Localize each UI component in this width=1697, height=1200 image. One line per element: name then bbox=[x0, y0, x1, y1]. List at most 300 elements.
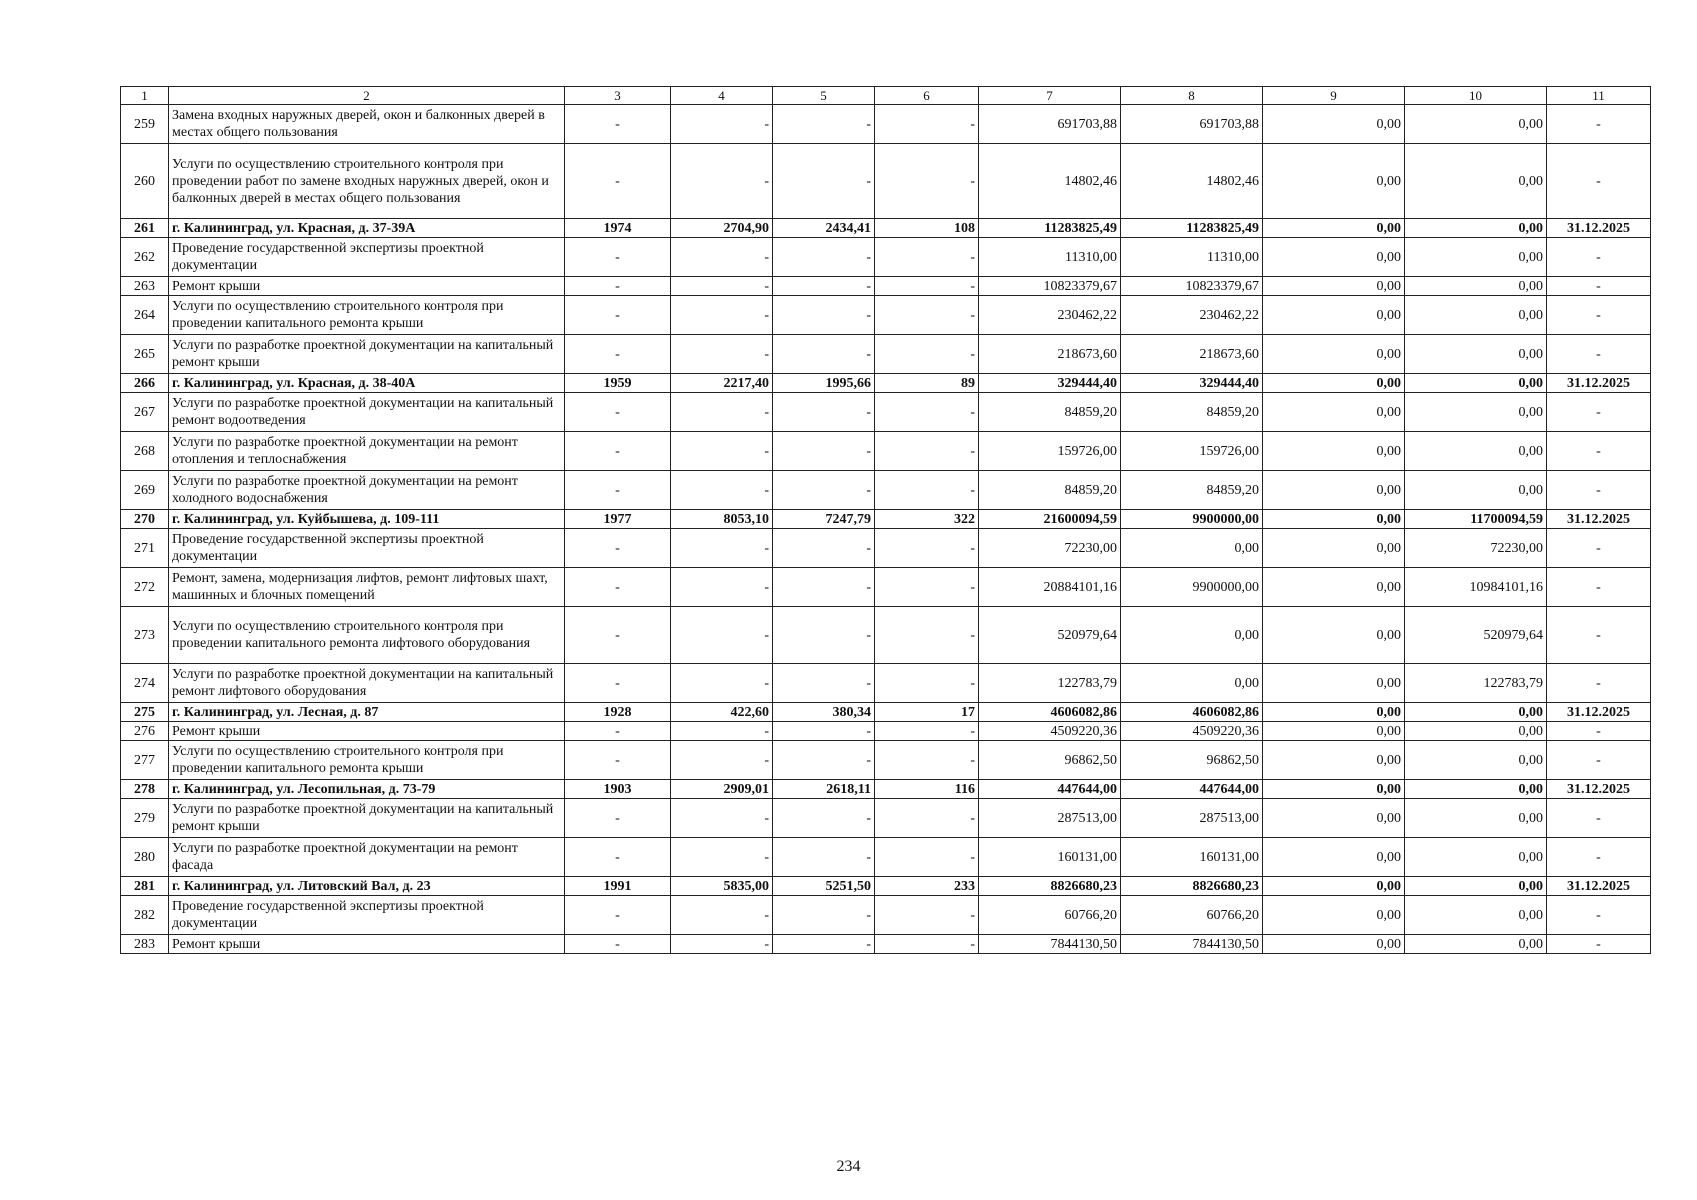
row-description: Ремонт, замена, модернизация лифтов, ремонт лифтовых шахт, машинных и блочных помещений bbox=[169, 568, 565, 607]
total-cost-cell: 122783,79 bbox=[979, 664, 1121, 703]
row-number: 270 bbox=[121, 510, 169, 529]
column-header-2: 2 bbox=[169, 87, 565, 105]
owner-cost-cell: 0,00 bbox=[1405, 335, 1547, 374]
row-description: Проведение государственной экспертизы проектной документации bbox=[169, 896, 565, 935]
living-area-cell: 380,34 bbox=[773, 703, 875, 722]
fund-cost-cell: 0,00 bbox=[1121, 529, 1263, 568]
fund-cost-cell: 4509220,36 bbox=[1121, 722, 1263, 741]
row-description: г. Калининград, ул. Литовский Вал, д. 23 bbox=[169, 877, 565, 896]
total-area-cell: - bbox=[671, 144, 773, 219]
total-area-cell: 2909,01 bbox=[671, 780, 773, 799]
page-number: 234 bbox=[836, 1158, 861, 1175]
year-cell: - bbox=[565, 393, 671, 432]
row-number: 275 bbox=[121, 703, 169, 722]
residents-cell: - bbox=[875, 335, 979, 374]
year-cell: - bbox=[565, 144, 671, 219]
living-area-cell: - bbox=[773, 529, 875, 568]
total-cost-cell: 160131,00 bbox=[979, 838, 1121, 877]
column-header-9: 9 bbox=[1263, 87, 1405, 105]
owner-cost-cell: 0,00 bbox=[1405, 238, 1547, 277]
living-area-cell: - bbox=[773, 607, 875, 664]
row-description: г. Калининград, ул. Куйбышева, д. 109-111 bbox=[169, 510, 565, 529]
total-cost-cell: 84859,20 bbox=[979, 393, 1121, 432]
residents-cell: - bbox=[875, 471, 979, 510]
total-cost-cell: 159726,00 bbox=[979, 432, 1121, 471]
owner-cost-cell: 0,00 bbox=[1405, 741, 1547, 780]
year-cell: - bbox=[565, 335, 671, 374]
year-cell: 1928 bbox=[565, 703, 671, 722]
row-description: Ремонт крыши bbox=[169, 935, 565, 954]
living-area-cell: 1995,66 bbox=[773, 374, 875, 393]
fund-cost-cell: 10823379,67 bbox=[1121, 277, 1263, 296]
total-cost-cell: 84859,20 bbox=[979, 471, 1121, 510]
works-table bbox=[120, 86, 1651, 954]
total-cost-cell: 20884101,16 bbox=[979, 568, 1121, 607]
total-area-cell: - bbox=[671, 529, 773, 568]
residents-cell: - bbox=[875, 238, 979, 277]
total-area-cell: - bbox=[671, 105, 773, 144]
work-row bbox=[121, 722, 1651, 741]
owner-cost-cell: 0,00 bbox=[1405, 393, 1547, 432]
budget-cost-cell: 0,00 bbox=[1263, 607, 1405, 664]
total-area-cell: - bbox=[671, 935, 773, 954]
budget-cost-cell: 0,00 bbox=[1263, 374, 1405, 393]
total-cost-cell: 60766,20 bbox=[979, 896, 1121, 935]
row-number: 261 bbox=[121, 219, 169, 238]
residents-cell: 108 bbox=[875, 219, 979, 238]
owner-cost-cell: 0,00 bbox=[1405, 105, 1547, 144]
residents-cell: - bbox=[875, 529, 979, 568]
budget-cost-cell: 0,00 bbox=[1263, 877, 1405, 896]
residents-cell: - bbox=[875, 838, 979, 877]
year-cell: - bbox=[565, 607, 671, 664]
deadline-cell: - bbox=[1547, 529, 1651, 568]
row-number: 274 bbox=[121, 664, 169, 703]
residents-cell: - bbox=[875, 296, 979, 335]
living-area-cell: - bbox=[773, 105, 875, 144]
budget-cost-cell: 0,00 bbox=[1263, 722, 1405, 741]
row-description: Замена входных наружных дверей, окон и балконных дверей в местах общего пользования bbox=[169, 105, 565, 144]
row-description: Проведение государственной экспертизы проектной документации bbox=[169, 529, 565, 568]
total-area-cell: 2704,90 bbox=[671, 219, 773, 238]
deadline-cell: - bbox=[1547, 277, 1651, 296]
fund-cost-cell: 60766,20 bbox=[1121, 896, 1263, 935]
fund-cost-cell: 230462,22 bbox=[1121, 296, 1263, 335]
work-row bbox=[121, 741, 1651, 780]
budget-cost-cell: 0,00 bbox=[1263, 510, 1405, 529]
living-area-cell: - bbox=[773, 935, 875, 954]
work-row bbox=[121, 393, 1651, 432]
total-area-cell: - bbox=[671, 238, 773, 277]
column-header-7: 7 bbox=[979, 87, 1121, 105]
living-area-cell: 2618,11 bbox=[773, 780, 875, 799]
total-area-cell: - bbox=[671, 838, 773, 877]
fund-cost-cell: 9900000,00 bbox=[1121, 510, 1263, 529]
fund-cost-cell: 160131,00 bbox=[1121, 838, 1263, 877]
work-row bbox=[121, 568, 1651, 607]
budget-cost-cell: 0,00 bbox=[1263, 741, 1405, 780]
owner-cost-cell: 0,00 bbox=[1405, 838, 1547, 877]
year-cell: - bbox=[565, 568, 671, 607]
fund-cost-cell: 11310,00 bbox=[1121, 238, 1263, 277]
deadline-cell: - bbox=[1547, 896, 1651, 935]
work-row bbox=[121, 277, 1651, 296]
year-cell: - bbox=[565, 296, 671, 335]
total-cost-cell: 218673,60 bbox=[979, 335, 1121, 374]
owner-cost-cell: 10984101,16 bbox=[1405, 568, 1547, 607]
total-cost-cell: 72230,00 bbox=[979, 529, 1121, 568]
deadline-cell: - bbox=[1547, 238, 1651, 277]
budget-cost-cell: 0,00 bbox=[1263, 471, 1405, 510]
work-row bbox=[121, 144, 1651, 219]
owner-cost-cell: 0,00 bbox=[1405, 374, 1547, 393]
residents-cell: 17 bbox=[875, 703, 979, 722]
deadline-cell: - bbox=[1547, 144, 1651, 219]
total-cost-cell: 287513,00 bbox=[979, 799, 1121, 838]
residents-cell: - bbox=[875, 393, 979, 432]
row-description: Проведение государственной экспертизы проектной документации bbox=[169, 238, 565, 277]
row-description: Услуги по разработке проектной документации на капитальный ремонт водоотведения bbox=[169, 393, 565, 432]
residents-cell: - bbox=[875, 144, 979, 219]
year-cell: - bbox=[565, 105, 671, 144]
total-cost-cell: 21600094,59 bbox=[979, 510, 1121, 529]
residents-cell: - bbox=[875, 105, 979, 144]
row-description: Услуги по осуществлению строительного контроля при проведении капитального ремонта крыши bbox=[169, 741, 565, 780]
budget-cost-cell: 0,00 bbox=[1263, 799, 1405, 838]
owner-cost-cell: 0,00 bbox=[1405, 896, 1547, 935]
residents-cell: - bbox=[875, 277, 979, 296]
row-description: г. Калининград, ул. Красная, д. 37-39А bbox=[169, 219, 565, 238]
row-number: 279 bbox=[121, 799, 169, 838]
row-number: 276 bbox=[121, 722, 169, 741]
fund-cost-cell: 0,00 bbox=[1121, 664, 1263, 703]
residents-cell: - bbox=[875, 722, 979, 741]
residents-cell: - bbox=[875, 741, 979, 780]
total-cost-cell: 520979,64 bbox=[979, 607, 1121, 664]
header-row bbox=[121, 87, 1651, 105]
total-area-cell: 8053,10 bbox=[671, 510, 773, 529]
row-number: 280 bbox=[121, 838, 169, 877]
row-description: Услуги по разработке проектной документации на капитальный ремонт крыши bbox=[169, 799, 565, 838]
budget-cost-cell: 0,00 bbox=[1263, 105, 1405, 144]
deadline-cell: 31.12.2025 bbox=[1547, 510, 1651, 529]
row-number: 269 bbox=[121, 471, 169, 510]
year-cell: - bbox=[565, 799, 671, 838]
deadline-cell: - bbox=[1547, 471, 1651, 510]
work-row bbox=[121, 838, 1651, 877]
owner-cost-cell: 122783,79 bbox=[1405, 664, 1547, 703]
residents-cell: 89 bbox=[875, 374, 979, 393]
owner-cost-cell: 0,00 bbox=[1405, 722, 1547, 741]
row-number: 268 bbox=[121, 432, 169, 471]
row-number: 278 bbox=[121, 780, 169, 799]
living-area-cell: - bbox=[773, 432, 875, 471]
owner-cost-cell: 0,00 bbox=[1405, 780, 1547, 799]
year-cell: 1977 bbox=[565, 510, 671, 529]
deadline-cell: - bbox=[1547, 607, 1651, 664]
row-number: 277 bbox=[121, 741, 169, 780]
fund-cost-cell: 96862,50 bbox=[1121, 741, 1263, 780]
deadline-cell: - bbox=[1547, 838, 1651, 877]
total-area-cell: - bbox=[671, 393, 773, 432]
row-description: г. Калининград, ул. Красная, д. 38-40А bbox=[169, 374, 565, 393]
living-area-cell: - bbox=[773, 838, 875, 877]
budget-cost-cell: 0,00 bbox=[1263, 780, 1405, 799]
fund-cost-cell: 7844130,50 bbox=[1121, 935, 1263, 954]
living-area-cell: 2434,41 bbox=[773, 219, 875, 238]
column-header-5: 5 bbox=[773, 87, 875, 105]
year-cell: - bbox=[565, 896, 671, 935]
deadline-cell: - bbox=[1547, 105, 1651, 144]
total-area-cell: - bbox=[671, 664, 773, 703]
living-area-cell: - bbox=[773, 664, 875, 703]
row-number: 267 bbox=[121, 393, 169, 432]
address-row bbox=[121, 374, 1651, 393]
total-area-cell: 5835,00 bbox=[671, 877, 773, 896]
fund-cost-cell: 84859,20 bbox=[1121, 393, 1263, 432]
deadline-cell: - bbox=[1547, 664, 1651, 703]
budget-cost-cell: 0,00 bbox=[1263, 335, 1405, 374]
fund-cost-cell: 447644,00 bbox=[1121, 780, 1263, 799]
owner-cost-cell: 0,00 bbox=[1405, 296, 1547, 335]
deadline-cell: 31.12.2025 bbox=[1547, 877, 1651, 896]
fund-cost-cell: 691703,88 bbox=[1121, 105, 1263, 144]
year-cell: - bbox=[565, 838, 671, 877]
residents-cell: - bbox=[875, 607, 979, 664]
deadline-cell: 31.12.2025 bbox=[1547, 780, 1651, 799]
year-cell: - bbox=[565, 935, 671, 954]
owner-cost-cell: 0,00 bbox=[1405, 703, 1547, 722]
row-number: 263 bbox=[121, 277, 169, 296]
total-cost-cell: 11310,00 bbox=[979, 238, 1121, 277]
budget-cost-cell: 0,00 bbox=[1263, 238, 1405, 277]
year-cell: - bbox=[565, 238, 671, 277]
budget-cost-cell: 0,00 bbox=[1263, 144, 1405, 219]
column-header-10: 10 bbox=[1405, 87, 1547, 105]
address-row bbox=[121, 780, 1651, 799]
row-number: 272 bbox=[121, 568, 169, 607]
fund-cost-cell: 11283825,49 bbox=[1121, 219, 1263, 238]
fund-cost-cell: 287513,00 bbox=[1121, 799, 1263, 838]
column-header-11: 11 bbox=[1547, 87, 1651, 105]
deadline-cell: - bbox=[1547, 568, 1651, 607]
budget-cost-cell: 0,00 bbox=[1263, 393, 1405, 432]
row-description: Услуги по разработке проектной документации на капитальный ремонт крыши bbox=[169, 335, 565, 374]
total-area-cell: - bbox=[671, 741, 773, 780]
living-area-cell: - bbox=[773, 471, 875, 510]
deadline-cell: - bbox=[1547, 432, 1651, 471]
residents-cell: - bbox=[875, 896, 979, 935]
row-number: 265 bbox=[121, 335, 169, 374]
row-description: Услуги по осуществлению строительного контроля при проведении работ по замене входных наружных дверей, окон и балконных дверей в местах общего пользования bbox=[169, 144, 565, 219]
living-area-cell: - bbox=[773, 799, 875, 838]
fund-cost-cell: 159726,00 bbox=[1121, 432, 1263, 471]
deadline-cell: 31.12.2025 bbox=[1547, 219, 1651, 238]
address-row bbox=[121, 219, 1651, 238]
residents-cell: - bbox=[875, 799, 979, 838]
deadline-cell: 31.12.2025 bbox=[1547, 374, 1651, 393]
work-row bbox=[121, 471, 1651, 510]
owner-cost-cell: 0,00 bbox=[1405, 432, 1547, 471]
total-area-cell: - bbox=[671, 799, 773, 838]
owner-cost-cell: 0,00 bbox=[1405, 219, 1547, 238]
living-area-cell: - bbox=[773, 741, 875, 780]
row-number: 259 bbox=[121, 105, 169, 144]
work-row bbox=[121, 238, 1651, 277]
deadline-cell: - bbox=[1547, 722, 1651, 741]
deadline-cell: - bbox=[1547, 799, 1651, 838]
year-cell: 1991 bbox=[565, 877, 671, 896]
residents-cell: - bbox=[875, 664, 979, 703]
year-cell: - bbox=[565, 664, 671, 703]
row-number: 282 bbox=[121, 896, 169, 935]
total-cost-cell: 4606082,86 bbox=[979, 703, 1121, 722]
owner-cost-cell: 0,00 bbox=[1405, 144, 1547, 219]
total-area-cell: - bbox=[671, 432, 773, 471]
work-row bbox=[121, 296, 1651, 335]
residents-cell: 322 bbox=[875, 510, 979, 529]
year-cell: 1903 bbox=[565, 780, 671, 799]
total-cost-cell: 8826680,23 bbox=[979, 877, 1121, 896]
living-area-cell: - bbox=[773, 335, 875, 374]
year-cell: - bbox=[565, 529, 671, 568]
residents-cell: - bbox=[875, 568, 979, 607]
living-area-cell: - bbox=[773, 568, 875, 607]
owner-cost-cell: 0,00 bbox=[1405, 277, 1547, 296]
work-row bbox=[121, 799, 1651, 838]
row-number: 271 bbox=[121, 529, 169, 568]
year-cell: - bbox=[565, 722, 671, 741]
total-cost-cell: 329444,40 bbox=[979, 374, 1121, 393]
row-number: 262 bbox=[121, 238, 169, 277]
living-area-cell: - bbox=[773, 296, 875, 335]
row-number: 283 bbox=[121, 935, 169, 954]
total-area-cell: - bbox=[671, 607, 773, 664]
row-number: 264 bbox=[121, 296, 169, 335]
column-header-1: 1 bbox=[121, 87, 169, 105]
year-cell: 1974 bbox=[565, 219, 671, 238]
living-area-cell: 7247,79 bbox=[773, 510, 875, 529]
fund-cost-cell: 4606082,86 bbox=[1121, 703, 1263, 722]
deadline-cell: - bbox=[1547, 393, 1651, 432]
fund-cost-cell: 8826680,23 bbox=[1121, 877, 1263, 896]
work-row bbox=[121, 607, 1651, 664]
owner-cost-cell: 0,00 bbox=[1405, 935, 1547, 954]
year-cell: 1959 bbox=[565, 374, 671, 393]
residents-cell: - bbox=[875, 432, 979, 471]
total-area-cell: - bbox=[671, 471, 773, 510]
column-header-4: 4 bbox=[671, 87, 773, 105]
total-area-cell: - bbox=[671, 296, 773, 335]
living-area-cell: - bbox=[773, 722, 875, 741]
living-area-cell: 5251,50 bbox=[773, 877, 875, 896]
fund-cost-cell: 218673,60 bbox=[1121, 335, 1263, 374]
work-row bbox=[121, 935, 1651, 954]
fund-cost-cell: 84859,20 bbox=[1121, 471, 1263, 510]
row-description: г. Калининград, ул. Лесная, д. 87 bbox=[169, 703, 565, 722]
fund-cost-cell: 9900000,00 bbox=[1121, 568, 1263, 607]
total-cost-cell: 7844130,50 bbox=[979, 935, 1121, 954]
budget-cost-cell: 0,00 bbox=[1263, 568, 1405, 607]
budget-cost-cell: 0,00 bbox=[1263, 277, 1405, 296]
deadline-cell: - bbox=[1547, 296, 1651, 335]
total-cost-cell: 447644,00 bbox=[979, 780, 1121, 799]
total-cost-cell: 10823379,67 bbox=[979, 277, 1121, 296]
fund-cost-cell: 0,00 bbox=[1121, 607, 1263, 664]
row-number: 273 bbox=[121, 607, 169, 664]
owner-cost-cell: 520979,64 bbox=[1405, 607, 1547, 664]
total-area-cell: - bbox=[671, 722, 773, 741]
fund-cost-cell: 14802,46 bbox=[1121, 144, 1263, 219]
table-body bbox=[121, 105, 1651, 954]
row-description: Услуги по осуществлению строительного контроля при проведении капитального ремонта лифтового оборудования bbox=[169, 607, 565, 664]
fund-cost-cell: 329444,40 bbox=[1121, 374, 1263, 393]
living-area-cell: - bbox=[773, 896, 875, 935]
owner-cost-cell: 11700094,59 bbox=[1405, 510, 1547, 529]
row-number: 281 bbox=[121, 877, 169, 896]
budget-cost-cell: 0,00 bbox=[1263, 432, 1405, 471]
living-area-cell: - bbox=[773, 144, 875, 219]
owner-cost-cell: 0,00 bbox=[1405, 877, 1547, 896]
budget-cost-cell: 0,00 bbox=[1263, 935, 1405, 954]
budget-cost-cell: 0,00 bbox=[1263, 838, 1405, 877]
residents-cell: 233 bbox=[875, 877, 979, 896]
work-row bbox=[121, 105, 1651, 144]
year-cell: - bbox=[565, 277, 671, 296]
row-description: Ремонт крыши bbox=[169, 722, 565, 741]
address-row bbox=[121, 510, 1651, 529]
total-cost-cell: 14802,46 bbox=[979, 144, 1121, 219]
row-number: 260 bbox=[121, 144, 169, 219]
address-row bbox=[121, 703, 1651, 722]
total-cost-cell: 11283825,49 bbox=[979, 219, 1121, 238]
row-description: Услуги по осуществлению строительного контроля при проведении капитального ремонта крыши bbox=[169, 296, 565, 335]
total-area-cell: - bbox=[671, 277, 773, 296]
total-cost-cell: 230462,22 bbox=[979, 296, 1121, 335]
living-area-cell: - bbox=[773, 277, 875, 296]
deadline-cell: 31.12.2025 bbox=[1547, 703, 1651, 722]
total-cost-cell: 4509220,36 bbox=[979, 722, 1121, 741]
work-row bbox=[121, 664, 1651, 703]
work-row bbox=[121, 529, 1651, 568]
row-description: Услуги по разработке проектной документации на капитальный ремонт лифтового оборудования bbox=[169, 664, 565, 703]
address-row bbox=[121, 877, 1651, 896]
budget-cost-cell: 0,00 bbox=[1263, 219, 1405, 238]
row-description: Услуги по разработке проектной документации на ремонт отопления и теплоснабжения bbox=[169, 432, 565, 471]
budget-cost-cell: 0,00 bbox=[1263, 664, 1405, 703]
budget-cost-cell: 0,00 bbox=[1263, 529, 1405, 568]
living-area-cell: - bbox=[773, 393, 875, 432]
work-row bbox=[121, 432, 1651, 471]
total-area-cell: 422,60 bbox=[671, 703, 773, 722]
total-area-cell: - bbox=[671, 896, 773, 935]
year-cell: - bbox=[565, 741, 671, 780]
owner-cost-cell: 0,00 bbox=[1405, 799, 1547, 838]
budget-cost-cell: 0,00 bbox=[1263, 296, 1405, 335]
owner-cost-cell: 72230,00 bbox=[1405, 529, 1547, 568]
row-description: Услуги по разработке проектной документации на ремонт фасада bbox=[169, 838, 565, 877]
residents-cell: - bbox=[875, 935, 979, 954]
living-area-cell: - bbox=[773, 238, 875, 277]
residents-cell: 116 bbox=[875, 780, 979, 799]
total-cost-cell: 691703,88 bbox=[979, 105, 1121, 144]
year-cell: - bbox=[565, 471, 671, 510]
work-row bbox=[121, 896, 1651, 935]
row-number: 266 bbox=[121, 374, 169, 393]
deadline-cell: - bbox=[1547, 741, 1651, 780]
work-row bbox=[121, 335, 1651, 374]
column-header-3: 3 bbox=[565, 87, 671, 105]
